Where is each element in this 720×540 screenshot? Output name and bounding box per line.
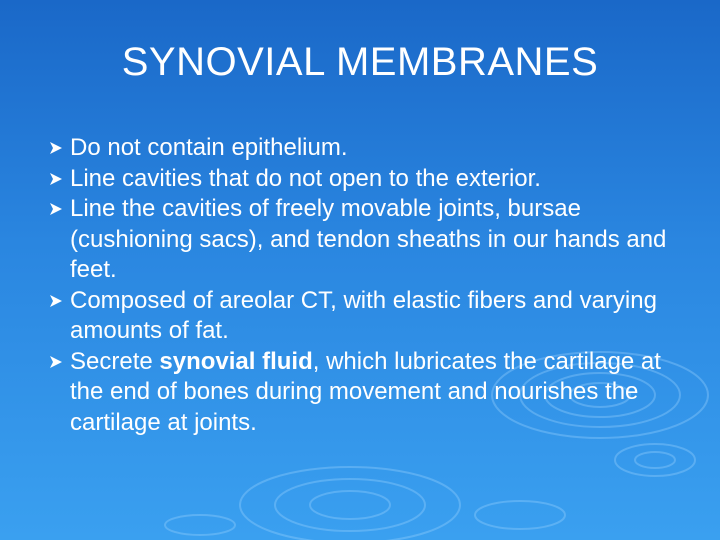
- bullet-item: [48, 164, 688, 195]
- bullet-text: Line the cavities of freely movable joints, bursae (cushioning sacs), and tendon sheaths in our hands and feet.: [70, 195, 667, 283]
- bullet-item: [48, 347, 688, 439]
- bullet-text: Do not contain epithelium.: [70, 134, 348, 161]
- bullet-item: [48, 286, 688, 347]
- bullet-text-prefix: Secrete: [70, 347, 160, 375]
- bullet-list: [48, 133, 688, 438]
- arrowhead-bullet-icon: [48, 171, 64, 187]
- bullet-item: [48, 133, 688, 164]
- arrowhead-bullet-icon: [48, 140, 64, 156]
- bullet-text-bold: synovial fluid: [159, 347, 313, 375]
- arrowhead-bullet-icon: [48, 354, 64, 370]
- bullet-text-suffix: , which lubricates the cartilage at the end of bones during movement and nourishes the cartilage at joints.: [70, 347, 661, 436]
- bullet-text: Composed of areolar CT, with elastic fibers and varying amounts of fat.: [70, 286, 657, 344]
- arrowhead-bullet-icon: [48, 293, 64, 309]
- arrowhead-bullet-icon: [48, 201, 64, 217]
- slide-title: SYNOVIAL MEMBRANES: [121, 40, 599, 84]
- bullet-text: Line cavities that do not open to the exterior.: [70, 164, 541, 192]
- bullet-item: [48, 194, 688, 286]
